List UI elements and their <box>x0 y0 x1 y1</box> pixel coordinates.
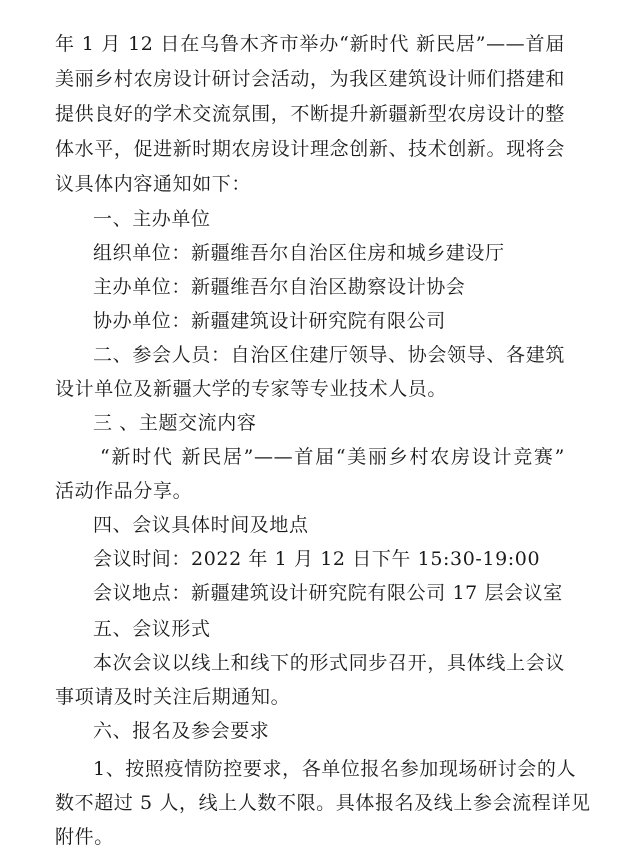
body-line: 协办单位：新疆建筑设计研究院有限公司 <box>93 310 446 332</box>
body-line: 主办单位：新疆维吾尔自治区勘察设计协会 <box>93 276 466 298</box>
body-line: 议具体内容通知如下： <box>55 173 252 195</box>
body-line: “新时代 新民居”——首届“美丽乡村农房设计竞赛” <box>100 446 565 468</box>
body-line: 事项请及时关注后期通知。 <box>55 686 291 708</box>
body-line: 会议时间：2022 年 1 月 12 日下午 15:30-19:00 <box>93 548 541 570</box>
body-line: 设计单位及新疆大学的专家等专业技术人员。 <box>55 378 448 400</box>
body-line: 美丽乡村农房设计研讨会活动，为我区建筑设计师们搭建和 <box>55 68 565 90</box>
body-line: 年 1 月 12 日在乌鲁木齐市举办“新时代 新民居”——首届 <box>55 33 565 55</box>
section-heading: 六、报名及参会要求 <box>93 720 270 742</box>
section-heading: 四、会议具体时间及地点 <box>93 514 309 536</box>
body-line: 附件。 <box>55 826 114 848</box>
body-line: 1、按照疫情防控要求，各单位报名参加现场研讨会的人 <box>93 758 577 780</box>
section-heading: 一、主办单位 <box>93 208 211 230</box>
body-line: 提供良好的学术交流氛围，不断提升新疆新型农房设计的整 <box>55 103 565 125</box>
section-heading: 二、参会人员：自治区住建厅领导、协会领导、各建筑 <box>93 344 565 366</box>
body-line: 本次会议以线上和线下的形式同步召开，具体线上会议 <box>93 652 565 674</box>
section-heading: 三 、主题交流内容 <box>93 412 257 434</box>
section-heading: 五、会议形式 <box>93 618 211 640</box>
body-line: 体水平，促进新时期农房设计理念创新、技术创新。现将会 <box>55 138 565 160</box>
body-line: 组织单位：新疆维吾尔自治区住房和城乡建设厅 <box>93 242 505 264</box>
body-line: 数不超过 5 人，线上人数不限。具体报名及线上参会流程详见 <box>55 792 591 814</box>
body-line: 活动作品分享。 <box>55 480 193 502</box>
body-line: 会议地点：新疆建筑设计研究院有限公司 17 层会议室 <box>93 582 563 604</box>
